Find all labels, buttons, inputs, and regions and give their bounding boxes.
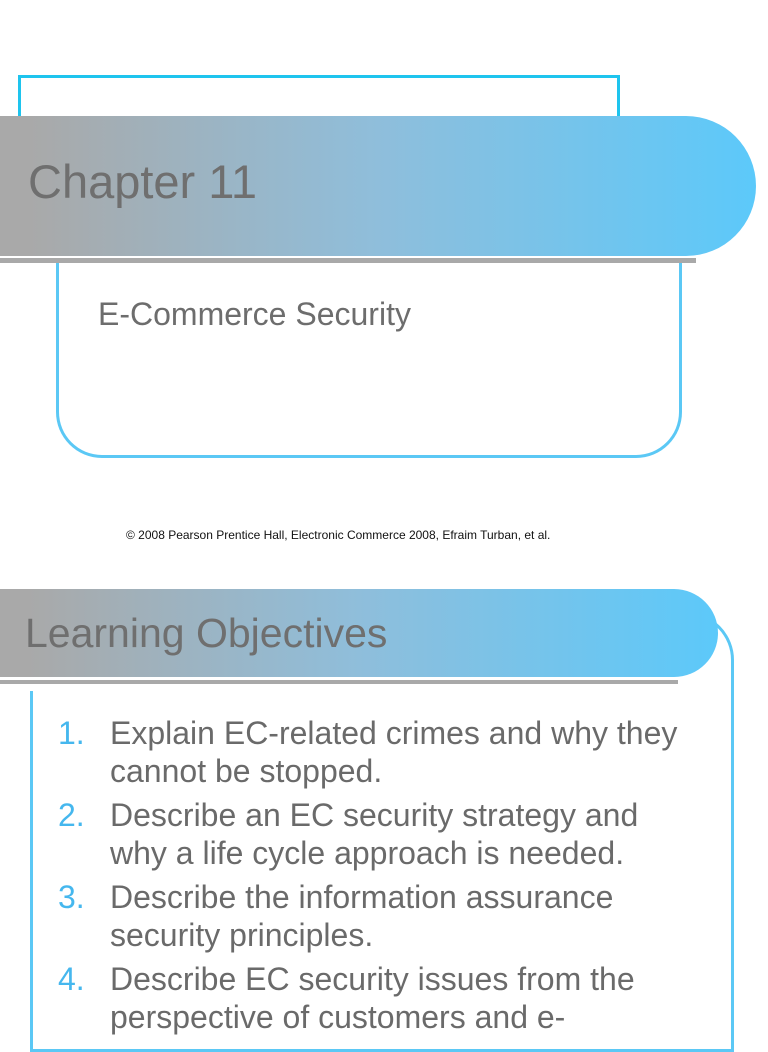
- objectives-list: [58, 714, 698, 1042]
- slide-heading: Learning Objectives: [25, 610, 388, 656]
- slide-title: Chapter 11: [28, 155, 258, 208]
- heading-rule: [0, 677, 678, 691]
- title-rule: [0, 256, 696, 263]
- item-text: Describe EC security issues from the perspective of customers and e-: [110, 961, 635, 1035]
- item-number: 4.: [58, 961, 85, 997]
- list-item: [58, 714, 698, 790]
- slide-subtitle: E-Commerce Security: [98, 296, 411, 332]
- item-number: 1.: [58, 715, 85, 751]
- item-text: Explain EC-related crimes and why they cannot be stopped.: [110, 715, 678, 789]
- item-number: 2.: [58, 797, 85, 833]
- list-item: [58, 796, 698, 872]
- subtitle-frame: [56, 240, 682, 458]
- item-text: Describe an EC security strategy and why a life cycle approach is needed.: [110, 797, 639, 871]
- item-text: Describe the information assurance security principles.: [110, 879, 614, 953]
- copyright-notice: © 2008 Pearson Prentice Hall, Electronic Commerce 2008, Efraim Turban, et al.: [126, 528, 551, 542]
- list-item: [58, 960, 698, 1036]
- list-item: [58, 878, 698, 954]
- item-number: 3.: [58, 879, 85, 915]
